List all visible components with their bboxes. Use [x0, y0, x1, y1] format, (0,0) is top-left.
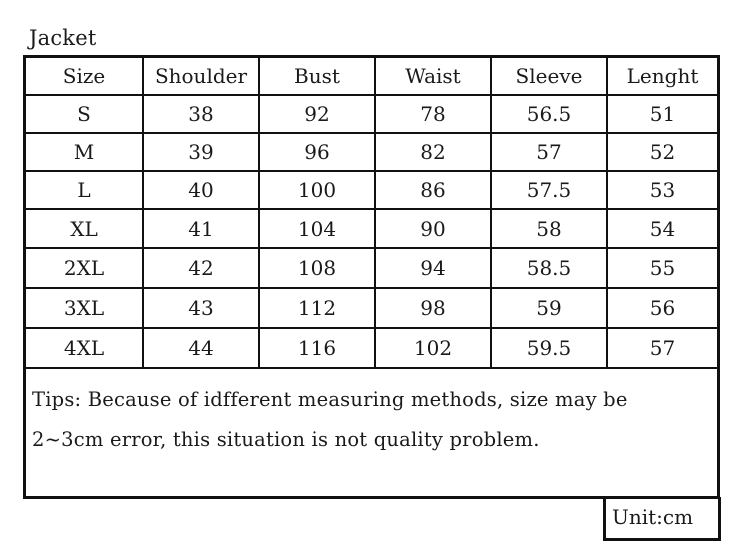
table-cell: 44: [143, 328, 259, 368]
table-cell: 108: [259, 248, 375, 288]
table-cell: 59: [491, 288, 607, 328]
table-cell: 56: [607, 288, 717, 328]
table-row: [26, 95, 717, 133]
header-size: Size: [26, 58, 143, 95]
table-cell: 86: [375, 171, 491, 209]
header-bust: Bust: [259, 58, 375, 95]
table-cell: 42: [143, 248, 259, 288]
header-length: Lenght: [607, 58, 717, 95]
table-cell: 4XL: [26, 328, 143, 368]
table-cell: 100: [259, 171, 375, 209]
table-cell: 51: [607, 95, 717, 133]
tips-line-2: 2~3cm error, this situation is not quality problem.: [32, 428, 540, 451]
table-cell: M: [26, 133, 143, 171]
table-row: [26, 328, 717, 368]
tips-line-1: Tips: Because of idfferent measuring methods, size may be: [32, 388, 628, 411]
table-cell: 56.5: [491, 95, 607, 133]
table-cell: 57: [607, 328, 717, 368]
size-table: [26, 58, 717, 369]
table-cell: 38: [143, 95, 259, 133]
table-cell: 39: [143, 133, 259, 171]
header-shoulder: Shoulder: [143, 58, 259, 95]
table-cell: S: [26, 95, 143, 133]
table-row: [26, 288, 717, 328]
table-cell: 57: [491, 133, 607, 171]
chart-title: Jacket: [29, 26, 97, 50]
table-cell: 96: [259, 133, 375, 171]
table-row: [26, 248, 717, 288]
table-cell: 2XL: [26, 248, 143, 288]
table-cell: 58: [491, 209, 607, 248]
table-cell: L: [26, 171, 143, 209]
table-cell: 57.5: [491, 171, 607, 209]
table-cell: 104: [259, 209, 375, 248]
table-cell: 78: [375, 95, 491, 133]
table-row: [26, 209, 717, 248]
size-chart-frame: [23, 55, 720, 499]
table-cell: 94: [375, 248, 491, 288]
table-cell: 98: [375, 288, 491, 328]
table-cell: 58.5: [491, 248, 607, 288]
table-cell: 112: [259, 288, 375, 328]
table-cell: 82: [375, 133, 491, 171]
table-cell: 90: [375, 209, 491, 248]
table-cell: 92: [259, 95, 375, 133]
header-waist: Waist: [375, 58, 491, 95]
table-row: [26, 133, 717, 171]
table-header-row: [26, 58, 717, 95]
table-cell: 52: [607, 133, 717, 171]
table-cell: 40: [143, 171, 259, 209]
table-cell: 55: [607, 248, 717, 288]
table-cell: 3XL: [26, 288, 143, 328]
table-cell: 43: [143, 288, 259, 328]
header-sleeve: Sleeve: [491, 58, 607, 95]
table-cell: 41: [143, 209, 259, 248]
table-cell: 59.5: [491, 328, 607, 368]
table-cell: 54: [607, 209, 717, 248]
table-cell: 53: [607, 171, 717, 209]
tips-note: [32, 380, 712, 460]
table-row: [26, 171, 717, 209]
table-cell: 102: [375, 328, 491, 368]
table-cell: 116: [259, 328, 375, 368]
unit-label: Unit:cm: [603, 497, 721, 541]
table-cell: XL: [26, 209, 143, 248]
